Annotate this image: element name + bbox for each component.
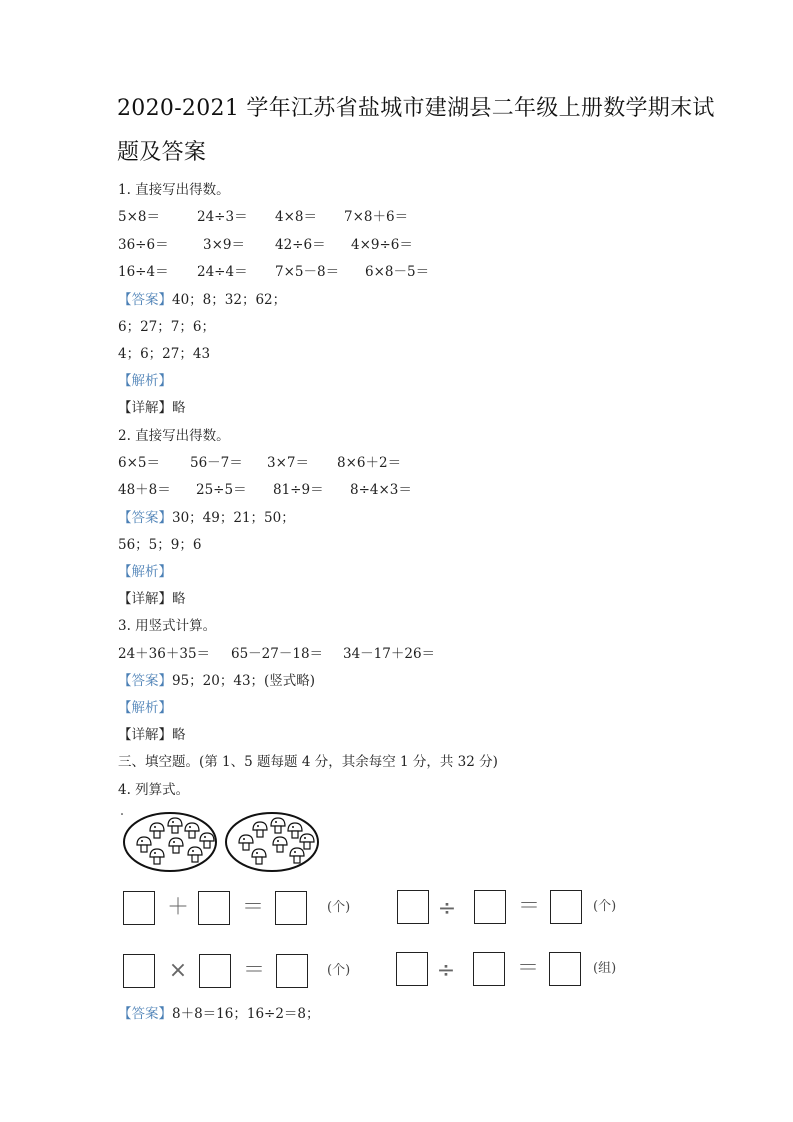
answer-box[interactable]: [123, 954, 155, 988]
answer-text: 40；8；32；62；: [172, 292, 287, 308]
q1-expr: 6×8－5＝: [365, 264, 430, 280]
q2-expr: 81÷9＝: [273, 482, 324, 498]
q1-expr: 16÷4＝: [118, 264, 169, 280]
q2-expr: 48＋8＝: [118, 482, 171, 498]
q2-expr: 25÷5＝: [196, 482, 247, 498]
q3-heading: 3. 用竖式计算。: [118, 618, 217, 634]
mushroom-plates-image: [120, 808, 330, 876]
detail-text: 略: [172, 727, 186, 743]
answer-box[interactable]: [276, 954, 308, 988]
mushroom-icon: [252, 849, 266, 864]
analysis-tag: 【解析】: [118, 373, 172, 389]
unit-label: (个): [593, 899, 617, 914]
answer-box[interactable]: [473, 952, 505, 986]
answer-tag: 【答案】: [118, 510, 172, 526]
unit-label: (个): [327, 900, 351, 915]
answer-tag: 【答案】: [118, 1006, 172, 1022]
answer-box[interactable]: [550, 890, 582, 924]
q3-answer: [118, 671, 315, 691]
q3-expr: 65－27－18＝: [231, 646, 324, 662]
mushroom-icon: [271, 818, 285, 833]
q1-detail: [118, 398, 186, 418]
divide-sign: ÷: [437, 896, 457, 921]
q2-analysis-tag: [118, 562, 172, 582]
section-3-heading: 三、填空题。(第 1、5 题每题 4 分，其余每空 1 分，共 32 分): [118, 754, 498, 770]
q1-expr: 36÷6＝: [118, 237, 169, 253]
q1-answer-line-2: 6；27；7；6；: [118, 319, 215, 335]
detail-text: 略: [172, 591, 186, 607]
mushroom-icon: [150, 849, 164, 864]
answer-tag: 【答案】: [118, 673, 172, 689]
document-title-line-1: 2020-2021 学年江苏省盐城市建湖县二年级上册数学期末试: [117, 96, 715, 121]
q2-heading: 2. 直接写出得数。: [118, 428, 230, 444]
equals-sign: ＝: [242, 958, 265, 983]
detail-tag: 【详解】: [118, 591, 172, 607]
mushroom-icon: [239, 835, 253, 850]
mushroom-icon: [185, 823, 199, 838]
answer-box[interactable]: [397, 890, 429, 924]
q2-expr: 8×6＋2＝: [337, 455, 402, 471]
equals-sign: ＝: [241, 895, 264, 920]
times-sign: ×: [168, 958, 188, 983]
q2-expr: 6×5＝: [118, 455, 160, 471]
equals-sign: ＝: [517, 894, 540, 919]
q2-expr: 3×7＝: [267, 455, 309, 471]
divide-sign: ÷: [436, 958, 456, 983]
q2-expr: 56－7＝: [190, 455, 243, 471]
q3-detail: [118, 725, 186, 745]
q1-expr: 5×8＝: [118, 209, 160, 225]
mushroom-icon: [273, 837, 287, 852]
plus-sign: ＋: [166, 895, 189, 920]
mushroom-icon: [137, 837, 151, 852]
q1-analysis-tag: [118, 371, 172, 391]
q2-detail: [118, 589, 186, 609]
q3-expr: 24＋36＋35＝: [118, 646, 211, 662]
q1-expr: 3×9＝: [203, 237, 245, 253]
answer-box[interactable]: [549, 952, 581, 986]
q1-answer: [118, 290, 286, 310]
q1-expr: 42÷6＝: [275, 237, 326, 253]
mushroom-icon: [188, 847, 202, 862]
q1-expr: 4×9÷6＝: [351, 237, 413, 253]
q1-expr: 24÷4＝: [197, 264, 248, 280]
q1-expr: 7×8＋6＝: [344, 209, 409, 225]
analysis-tag: 【解析】: [118, 564, 172, 580]
answer-box[interactable]: [396, 952, 428, 986]
detail-tag: 【详解】: [118, 400, 172, 416]
unit-label: (个): [327, 963, 351, 978]
mushroom-icon: [169, 838, 183, 853]
q2-answer-line-2: 56；5；9；6: [118, 537, 202, 553]
unit-label: (组): [593, 961, 617, 976]
answer-box[interactable]: [474, 890, 506, 924]
q1-expr: 24÷3＝: [197, 209, 248, 225]
mushroom-icon: [300, 834, 314, 849]
document-title-line-2: 题及答案: [117, 140, 207, 165]
q1-answer-line-3: 4；6；27；43: [118, 346, 211, 362]
mushroom-icon: [288, 823, 302, 838]
mushroom-icon: [200, 833, 214, 848]
answer-box[interactable]: [123, 891, 155, 925]
mushroom-icon: [168, 818, 182, 833]
answer-tag: 【答案】: [118, 292, 172, 308]
q4-answer: [118, 1004, 320, 1024]
answer-text: 95；20；43；(竖式略): [172, 673, 316, 689]
q1-expr: 7×5－8＝: [275, 264, 340, 280]
mushroom-icon: [253, 822, 267, 837]
detail-text: 略: [172, 400, 186, 416]
answer-box[interactable]: [199, 954, 231, 988]
mushroom-icon: [290, 848, 304, 863]
q4-heading: 4. 列算式。: [118, 782, 190, 798]
q3-analysis-tag: [118, 698, 172, 718]
q1-heading: 1. 直接写出得数。: [118, 182, 230, 198]
q2-answer: [118, 508, 295, 528]
answer-text: 8＋8＝16；16÷2＝8；: [172, 1006, 320, 1022]
answer-box[interactable]: [198, 891, 230, 925]
mushroom-icon: [150, 823, 164, 838]
analysis-tag: 【解析】: [118, 700, 172, 716]
answer-text: 30；49；21；50；: [172, 510, 295, 526]
q2-expr: 8÷4×3＝: [350, 482, 412, 498]
answer-box[interactable]: [275, 891, 307, 925]
q1-expr: 4×8＝: [275, 209, 317, 225]
equals-sign: ＝: [516, 956, 539, 981]
q3-expr: 34－17＋26＝: [343, 646, 436, 662]
detail-tag: 【详解】: [118, 727, 172, 743]
